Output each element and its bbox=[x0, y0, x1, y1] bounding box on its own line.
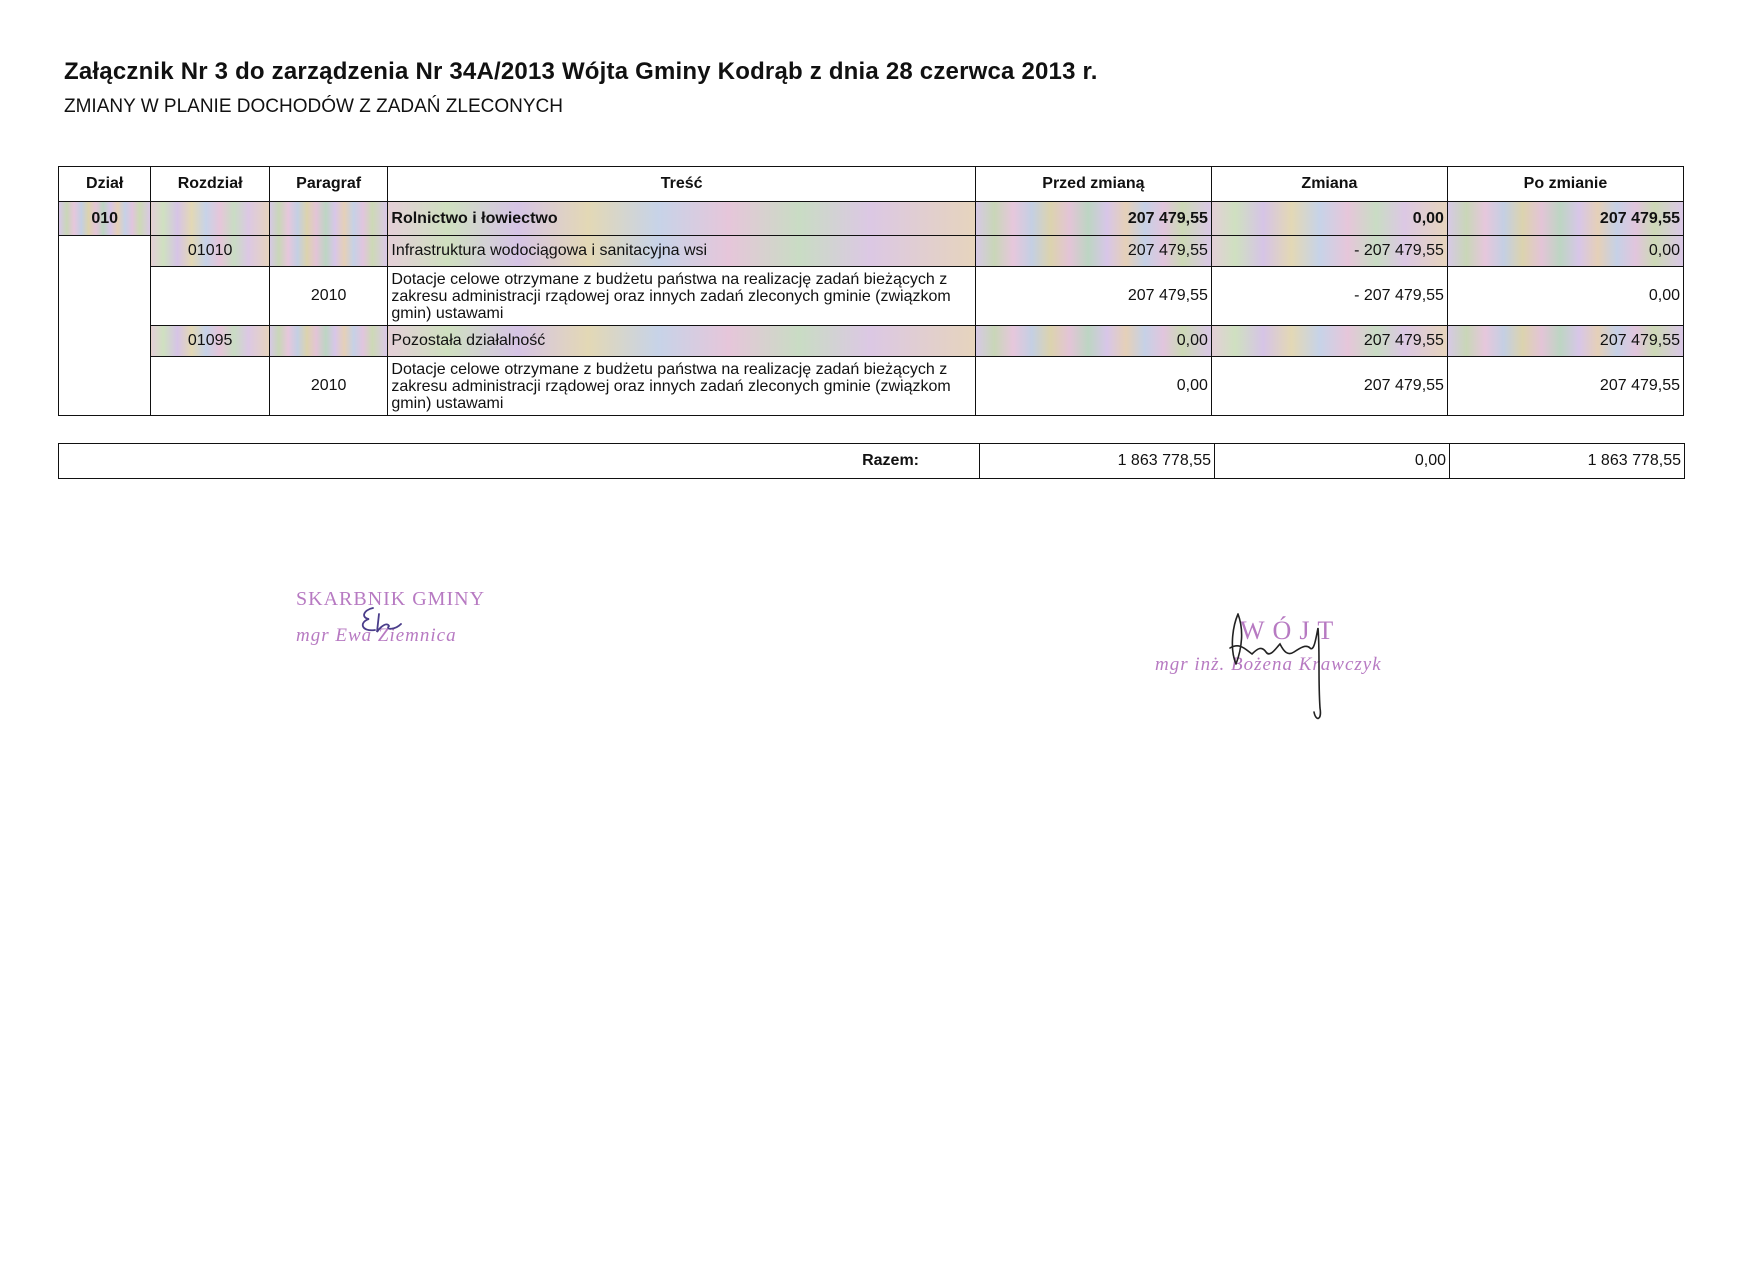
income-changes-table bbox=[58, 166, 1684, 416]
table-row bbox=[59, 326, 1684, 357]
total-label: Razem: bbox=[59, 444, 980, 479]
table-row bbox=[59, 357, 1684, 416]
cell-rozdzial bbox=[151, 202, 270, 236]
header-dzial: Dział bbox=[59, 167, 151, 202]
cell-rozdzial bbox=[151, 357, 270, 416]
cell-przed-zmiana: 207 479,55 bbox=[975, 202, 1211, 236]
cell-rozdzial bbox=[151, 267, 270, 326]
mayor-name: mgr inż. Bożena Krawczyk bbox=[1155, 654, 1382, 675]
cell-tresc: Rolnictwo i łowiectwo bbox=[388, 202, 976, 236]
header-tresc: Treść bbox=[388, 167, 976, 202]
treasurer-signature bbox=[355, 604, 415, 638]
header-zmiana: Zmiana bbox=[1211, 167, 1447, 202]
cell-tresc: Dotacje celowe otrzymane z budżetu państwa na realizację zadań bieżących z zakresu administracji rządowej oraz innych zadań zleconych gminie (związkom gmin) ustawami bbox=[388, 357, 976, 416]
table-row bbox=[59, 267, 1684, 326]
cell-po-zmianie: 207 479,55 bbox=[1447, 202, 1683, 236]
table-row bbox=[59, 236, 1684, 267]
header-paragraf: Paragraf bbox=[269, 167, 388, 202]
table-header-row bbox=[59, 167, 1684, 202]
cell-zmiana: - 207 479,55 bbox=[1211, 236, 1447, 267]
total-przed-zmiana: 1 863 778,55 bbox=[980, 444, 1215, 479]
cell-zmiana: 0,00 bbox=[1211, 202, 1447, 236]
header-przed-zmiana: Przed zmianą bbox=[975, 167, 1211, 202]
cell-rozdzial: 01010 bbox=[151, 236, 270, 267]
document-subtitle: ZMIANY W PLANIE DOCHODÓW Z ZADAŃ ZLECONYCH bbox=[64, 96, 563, 117]
total-row bbox=[59, 444, 1685, 479]
cell-po-zmianie: 0,00 bbox=[1447, 236, 1683, 267]
mayor-role: WÓJT bbox=[1240, 616, 1342, 645]
cell-paragraf bbox=[269, 202, 388, 236]
cell-paragraf bbox=[269, 326, 388, 357]
mayor-signature bbox=[1222, 608, 1372, 726]
cell-przed-zmiana: 0,00 bbox=[975, 357, 1211, 416]
cell-po-zmianie: 0,00 bbox=[1447, 267, 1683, 326]
total-table bbox=[58, 443, 1685, 479]
total-zmiana: 0,00 bbox=[1215, 444, 1450, 479]
cell-przed-zmiana: 207 479,55 bbox=[975, 236, 1211, 267]
document-title: Załącznik Nr 3 do zarządzenia Nr 34A/2013 Wójta Gminy Kodrąb z dnia 28 czerwca 2013 r. bbox=[64, 58, 1098, 85]
cell-po-zmianie: 207 479,55 bbox=[1447, 326, 1683, 357]
cell-tresc: Infrastruktura wodociągowa i sanitacyjna wsi bbox=[388, 236, 976, 267]
cell-zmiana: 207 479,55 bbox=[1211, 326, 1447, 357]
cell-przed-zmiana: 0,00 bbox=[975, 326, 1211, 357]
cell-paragraf: 2010 bbox=[269, 267, 388, 326]
cell-tresc: Pozostała działalność bbox=[388, 326, 976, 357]
cell-po-zmianie: 207 479,55 bbox=[1447, 357, 1683, 416]
cell-dzial: 010 bbox=[59, 202, 151, 236]
table-row bbox=[59, 202, 1684, 236]
cell-zmiana: - 207 479,55 bbox=[1211, 267, 1447, 326]
cell-przed-zmiana: 207 479,55 bbox=[975, 267, 1211, 326]
cell-tresc: Dotacje celowe otrzymane z budżetu państwa na realizację zadań bieżących z zakresu administracji rządowej oraz innych zadań zleconych gminie (związkom gmin) ustawami bbox=[388, 267, 976, 326]
header-rozdzial: Rozdział bbox=[151, 167, 270, 202]
header-po-zmianie: Po zmianie bbox=[1447, 167, 1683, 202]
total-po-zmianie: 1 863 778,55 bbox=[1450, 444, 1685, 479]
cell-dzial-empty bbox=[59, 236, 151, 416]
cell-paragraf: 2010 bbox=[269, 357, 388, 416]
cell-paragraf bbox=[269, 236, 388, 267]
cell-zmiana: 207 479,55 bbox=[1211, 357, 1447, 416]
cell-rozdzial: 01095 bbox=[151, 326, 270, 357]
treasurer-role: SKARBNIK GMINY bbox=[296, 588, 486, 610]
treasurer-name: mgr Ewa Ziemnica bbox=[296, 625, 457, 646]
